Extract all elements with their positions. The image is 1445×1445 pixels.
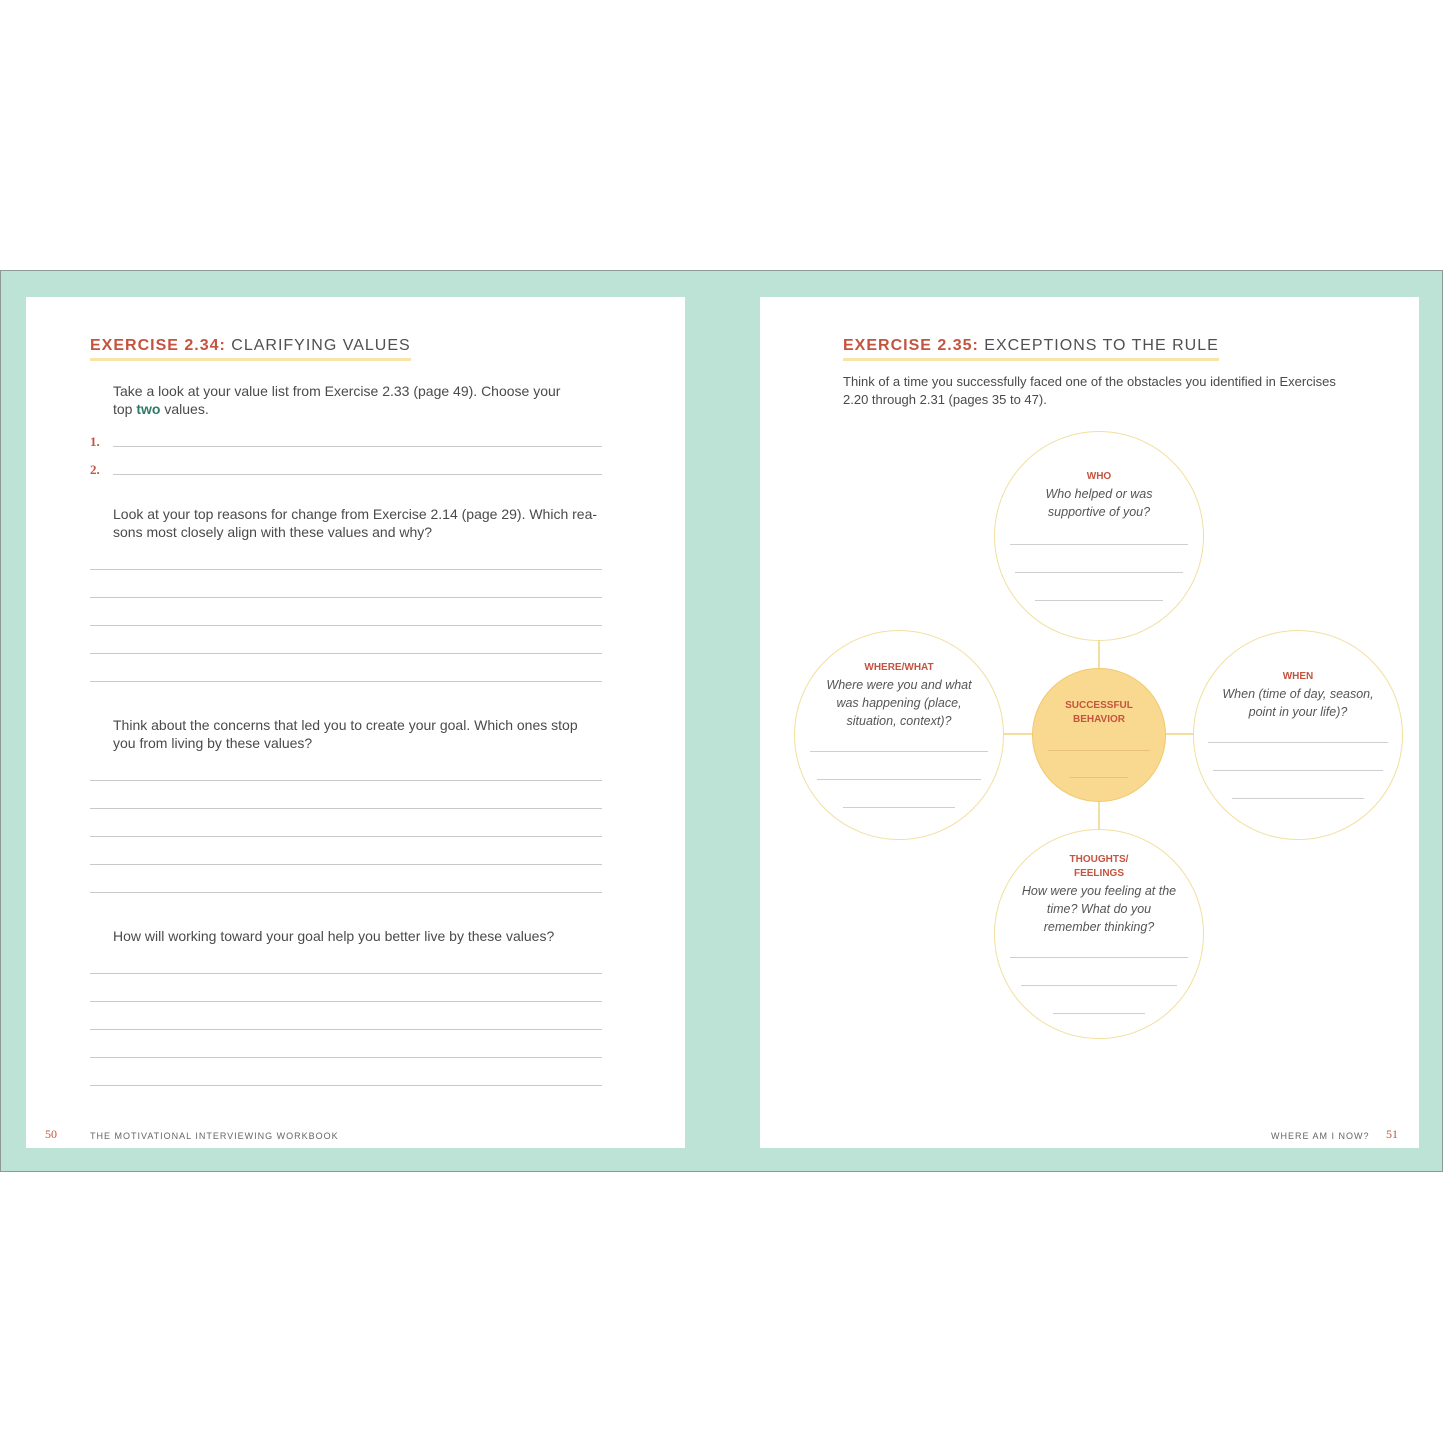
exercise-title-2-34: [90, 336, 411, 361]
answer-line[interactable]: [843, 807, 955, 808]
thoughts-feelings-label: THOUGHTS/ FEELINGS: [1069, 854, 1129, 879]
answer-line[interactable]: [1053, 1013, 1145, 1014]
answer-line[interactable]: [90, 1029, 602, 1030]
answer-line[interactable]: [90, 836, 602, 837]
answer-line[interactable]: [1010, 957, 1188, 958]
answer-line[interactable]: [1035, 600, 1163, 601]
answer-line[interactable]: [817, 779, 981, 780]
prompt-text: Take a look at your value list from Exercise 2.33 (page 49). Choose your top: [113, 383, 561, 417]
answer-line[interactable]: [90, 681, 602, 682]
answer-line[interactable]: [90, 1057, 602, 1058]
answer-line[interactable]: [90, 864, 602, 865]
when-circle: [1193, 630, 1403, 840]
connector-right: [1165, 733, 1196, 735]
who-circle: [994, 431, 1204, 641]
when-label: WHEN: [1282, 671, 1314, 682]
answer-line[interactable]: [113, 474, 602, 475]
when-question: When (time of day, season, point in your life)?: [1222, 687, 1374, 719]
prompt-goal-values: How will working toward your goal help you better live by these values?: [113, 928, 555, 944]
exercise-title-2-35: [843, 336, 1219, 361]
prompt-concerns: Think about the concerns that led you to create your goal. Which ones stop you from living by these values?: [113, 717, 578, 751]
answer-line[interactable]: [90, 653, 602, 654]
answer-line[interactable]: [1232, 798, 1364, 799]
answer-line[interactable]: [1208, 742, 1388, 743]
thoughts-feelings-circle: [994, 829, 1204, 1039]
exercise-number: EXERCISE 2.34:: [90, 337, 226, 354]
right-page: [760, 297, 1419, 1148]
prompt-reasons: Look at your top reasons for change from Exercise 2.14 (page 29). Which rea-sons most closely align with these values and why?: [113, 506, 598, 540]
item-number-2: 2.: [90, 462, 100, 477]
where-what-question: Where were you and what was happening (place, situation, context)?: [826, 678, 972, 728]
running-footer: WHERE AM I NOW?: [1271, 1131, 1370, 1141]
answer-line[interactable]: [90, 569, 602, 570]
answer-line[interactable]: [90, 808, 602, 809]
running-footer: THE MOTIVATIONAL INTERVIEWING WORKBOOK: [90, 1131, 339, 1141]
thoughts-feelings-question: How were you feeling at the time? What do you remember thinking?: [1021, 884, 1177, 934]
exercise-name: EXCEPTIONS TO THE RULE: [984, 337, 1219, 354]
answer-line[interactable]: [1010, 544, 1188, 545]
answer-line[interactable]: [90, 625, 602, 626]
successful-behavior-circle: [1032, 668, 1166, 802]
answer-line[interactable]: [90, 1085, 602, 1086]
book-spread: [0, 270, 1443, 1172]
answer-line[interactable]: [1015, 572, 1183, 573]
connector-left: [1002, 733, 1033, 735]
connector-top: [1098, 640, 1100, 670]
answer-line[interactable]: [90, 892, 602, 893]
where-what-circle: [794, 630, 1004, 840]
answer-line[interactable]: [1021, 985, 1177, 986]
who-question: Who helped or was supportive of you?: [1045, 487, 1153, 519]
page-number: 51: [1386, 1127, 1398, 1141]
connector-bottom: [1098, 800, 1100, 831]
intro-text: Think of a time you successfully faced one of the obstacles you identified in Exercises 2.20 through 2.31 (pages 35 to 47).: [843, 374, 1336, 407]
who-label: WHO: [1086, 471, 1112, 482]
prompt-accent-word: two: [136, 401, 161, 417]
answer-line[interactable]: [810, 751, 988, 752]
answer-line[interactable]: [1213, 770, 1383, 771]
left-page: [26, 297, 685, 1148]
prompt-text-end: values.: [160, 401, 209, 417]
answer-line[interactable]: [1048, 750, 1150, 751]
answer-line[interactable]: [90, 1001, 602, 1002]
exercise-number: EXERCISE 2.35:: [843, 337, 979, 354]
answer-line[interactable]: [90, 597, 602, 598]
prompt-choose-values: [113, 382, 583, 418]
item-number-1: 1.: [90, 434, 100, 449]
exercise-name: CLARIFYING VALUES: [231, 337, 411, 354]
where-what-label: WHERE/WHAT: [864, 662, 934, 673]
successful-behavior-label: SUCCESSFUL BEHAVIOR: [1065, 700, 1133, 725]
answer-line[interactable]: [90, 780, 602, 781]
page-number: 50: [45, 1127, 57, 1141]
answer-line[interactable]: [90, 973, 602, 974]
answer-line[interactable]: [113, 446, 602, 447]
answer-line[interactable]: [1070, 777, 1128, 778]
